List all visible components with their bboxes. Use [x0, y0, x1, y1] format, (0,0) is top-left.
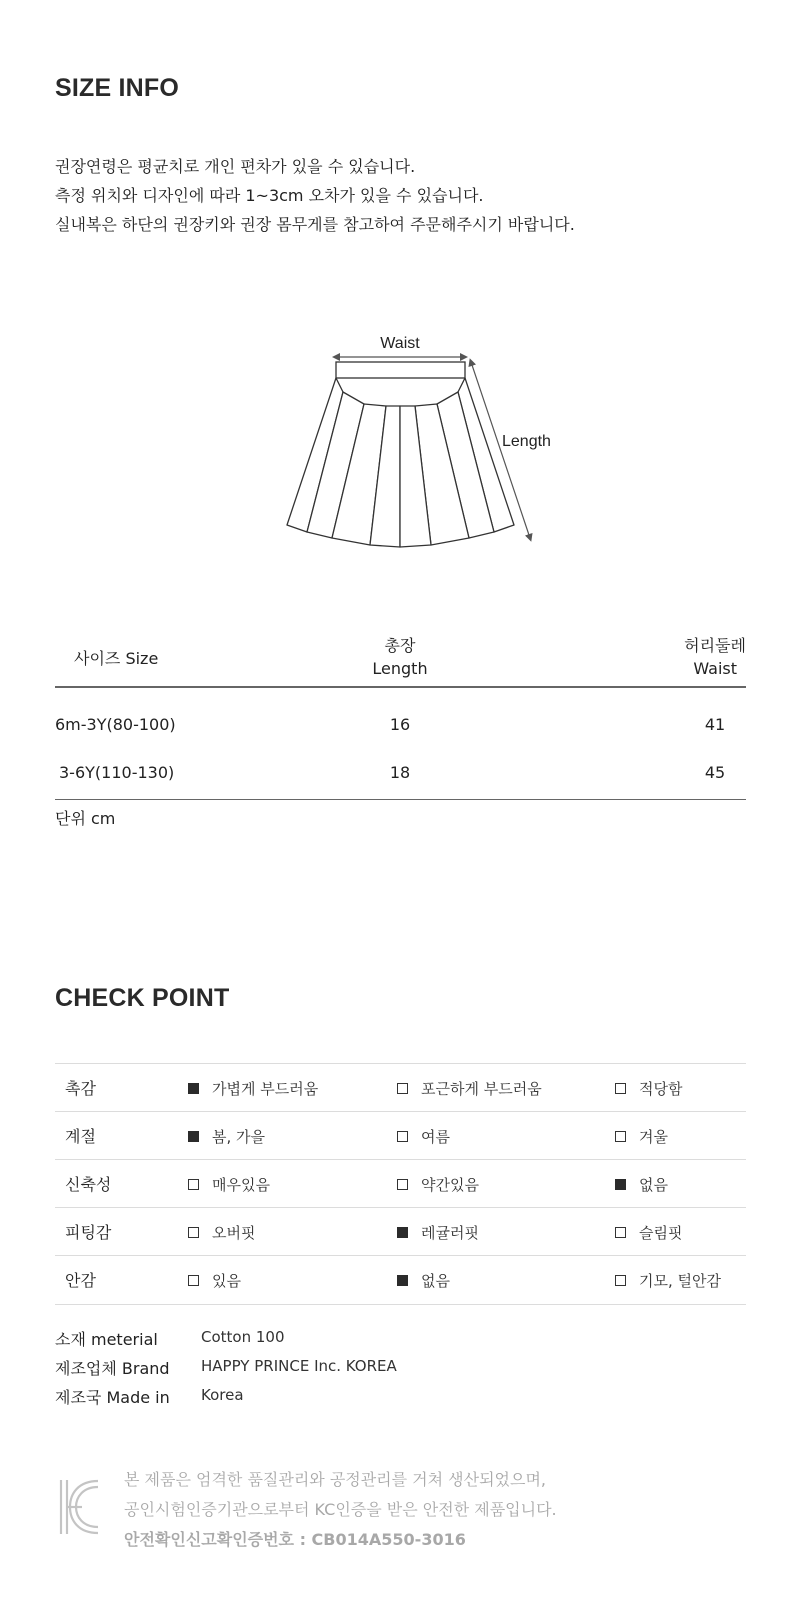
check-option-label: 여름: [421, 1127, 450, 1146]
check-row-lining: [55, 1255, 746, 1305]
product-info-value: Korea: [201, 1386, 244, 1404]
product-info-label: 제조국 Made in: [55, 1388, 170, 1407]
product-info-label: 소재 meterial: [55, 1330, 158, 1349]
size-info-title: SIZE INFO: [55, 74, 180, 102]
check-row-label: 피팅감: [65, 1223, 112, 1242]
row-length: 18: [389, 763, 411, 782]
check-option-label: 없음: [639, 1175, 668, 1194]
size-notes: [55, 152, 575, 239]
table-header-divider: [55, 686, 746, 688]
check-row-label: 신축성: [65, 1175, 112, 1194]
skirt-measurement-diagram: [270, 320, 570, 550]
check-option-label: 겨울: [639, 1127, 668, 1146]
check-option: [615, 1270, 721, 1290]
check-row-label: 안감: [65, 1271, 96, 1290]
unchecked-box-icon: [397, 1131, 408, 1142]
unchecked-box-icon: [615, 1275, 626, 1286]
check-row-label: 계절: [65, 1127, 96, 1146]
unchecked-box-icon: [397, 1083, 408, 1094]
row-size: 3-6Y(110-130): [59, 763, 175, 782]
check-option: [397, 1222, 479, 1242]
size-note: 측정 위치와 디자인에 따라 1~3cm 오차가 있을 수 있습니다.: [55, 186, 484, 205]
checked-box-icon: [615, 1179, 626, 1190]
check-option-label: 슬림핏: [639, 1223, 683, 1242]
unit-note: 단위 cm: [55, 809, 116, 828]
kc-certification-text: [124, 1465, 557, 1555]
unchecked-box-icon: [188, 1227, 199, 1238]
checked-box-icon: [397, 1227, 408, 1238]
check-option-label: 적당함: [639, 1079, 683, 1098]
check-option: [615, 1174, 668, 1194]
unchecked-box-icon: [615, 1083, 626, 1094]
check-option-label: 레귤러핏: [421, 1223, 479, 1242]
table-bottom-divider: [55, 799, 746, 800]
kc-logo-icon: [58, 1477, 100, 1537]
check-option: [615, 1078, 682, 1098]
length-header-kr: 총장: [384, 636, 416, 655]
skirt-waistband: [336, 362, 465, 378]
check-option: [188, 1126, 265, 1146]
row-length: 16: [389, 715, 411, 734]
check-row-fit: [55, 1207, 746, 1256]
size-header: 사이즈 Size: [74, 649, 159, 668]
check-row-stretch: [55, 1159, 746, 1208]
product-info-value: HAPPY PRINCE Inc. KOREA: [201, 1357, 397, 1375]
length-header-en: Length: [372, 659, 428, 678]
check-option: [615, 1222, 682, 1242]
check-point-title: CHECK POINT: [55, 984, 230, 1012]
check-row-label: 촉감: [65, 1079, 96, 1098]
unchecked-box-icon: [397, 1179, 408, 1190]
check-row-season: [55, 1111, 746, 1160]
checked-box-icon: [188, 1131, 199, 1142]
unchecked-box-icon: [615, 1131, 626, 1142]
check-option: [615, 1126, 668, 1146]
check-option: [188, 1174, 270, 1194]
checked-box-icon: [188, 1083, 199, 1094]
unchecked-box-icon: [188, 1179, 199, 1190]
check-row-touch: [55, 1063, 746, 1112]
waist-header-kr: 허리둘레: [684, 636, 746, 655]
check-option-label: 약간있음: [421, 1175, 479, 1194]
check-option-label: 오버핏: [212, 1223, 256, 1242]
check-option: [397, 1126, 450, 1146]
length-label: Length: [502, 433, 551, 450]
check-option-label: 없음: [421, 1271, 450, 1290]
kc-text-line: 공인시험인증기관으로부터 KC인증을 받은 안전한 제품입니다.: [124, 1500, 557, 1519]
check-option-label: 기모, 털안감: [639, 1271, 721, 1290]
check-option: [397, 1078, 542, 1098]
row-waist: 41: [704, 715, 726, 734]
check-option: [188, 1222, 255, 1242]
size-note: 권장연령은 평균치로 개인 편차가 있을 수 있습니다.: [55, 157, 416, 176]
check-option: [397, 1270, 450, 1290]
check-option-label: 매우있음: [212, 1175, 270, 1194]
unchecked-box-icon: [188, 1275, 199, 1286]
check-option: [188, 1270, 241, 1290]
check-option: [188, 1078, 318, 1098]
waist-header-en: Waist: [693, 659, 737, 678]
row-waist: 45: [704, 763, 726, 782]
check-option-label: 봄, 가을: [212, 1127, 266, 1146]
product-info-label: 제조업체 Brand: [55, 1359, 170, 1378]
check-option-label: 있음: [212, 1271, 241, 1290]
unchecked-box-icon: [615, 1227, 626, 1238]
kc-text-line: 본 제품은 엄격한 품질관리와 공정관리를 거쳐 생산되었으며,: [124, 1470, 547, 1489]
product-info-value: Cotton 100: [201, 1328, 285, 1346]
row-size: 6m-3Y(80-100): [55, 715, 176, 734]
checked-box-icon: [397, 1275, 408, 1286]
skirt-body: [287, 378, 514, 547]
check-option-label: 가볍게 부드러움: [212, 1079, 319, 1098]
kc-text-line: 안전확인신고확인증번호 : CB014A550-3016: [124, 1530, 466, 1549]
check-option-label: 포근하게 부드러움: [421, 1079, 542, 1098]
waist-label: Waist: [380, 335, 420, 352]
size-note: 실내복은 하단의 권장키와 권장 몸무게를 참고하여 주문해주시기 바랍니다.: [55, 215, 575, 234]
check-option: [397, 1174, 479, 1194]
